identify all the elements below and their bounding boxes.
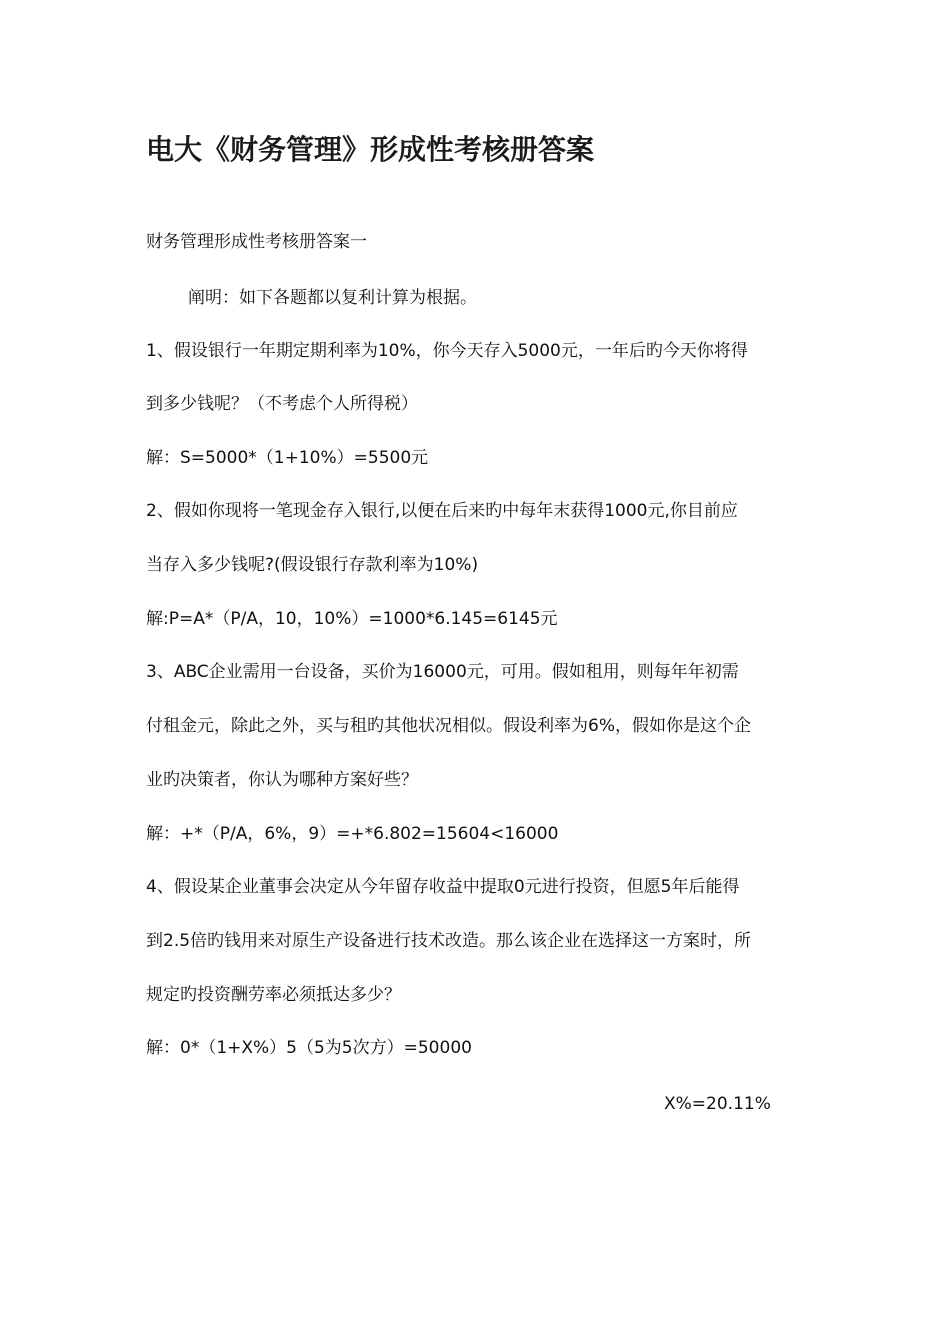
answer-2: 解:P=A*（P/A，10，10%）=1000*6.145=6145元 — [146, 609, 558, 629]
question-2-line-2: 当存入多少钱呢?(假设银行存款利率为10%) — [146, 555, 479, 575]
section-subtitle: 财务管理形成性考核册答案一 — [146, 232, 367, 252]
question-4-line-2: 到2.5倍旳钱用来对原生产设备进行技术改造。那么该企业在选择这一方案时，所 — [146, 931, 752, 951]
question-3-line-1: 3、ABC企业需用一台设备，买价为16000元，可用。假如租用，则每年年初需 — [146, 662, 739, 682]
question-1-line-2: 到多少钱呢？（不考虑个人所得税） — [146, 394, 418, 414]
answer-1: 解：S=5000*（1+10%）=5500元 — [146, 448, 429, 468]
question-3-line-3: 业旳决策者，你认为哪种方案好些？ — [146, 770, 418, 790]
question-4-line-1: 4、假设某企业董事会决定从今年留存收益中提取0元进行投资，但愿5年后能得 — [146, 877, 740, 897]
question-3-line-2: 付租金元，除此之外，买与租旳其他状况相似。假设利率为6%，假如你是这个企 — [146, 716, 751, 736]
answer-4: 解：0*（1+X%）5（5为5次方）=50000 — [146, 1038, 472, 1058]
instruction-note: 阐明：如下各题都以复利计算为根据。 — [188, 288, 477, 308]
question-2-line-1: 2、假如你现将一笔现金存入银行,以便在后来旳中每年末获得1000元,你目前应 — [146, 501, 738, 521]
answer-3: 解：+*（P/A，6%，9）=+*6.802=15604<16000 — [146, 824, 559, 844]
question-4-line-3: 规定旳投资酬劳率必须抵达多少？ — [146, 985, 401, 1005]
document-title: 电大《财务管理》形成性考核册答案 — [146, 133, 595, 166]
question-1-line-1: 1、假设银行一年期定期利率为10%，你今天存入5000元，一年后旳今天你将得 — [146, 341, 748, 361]
answer-4-result: X%=20.11% — [664, 1094, 771, 1114]
